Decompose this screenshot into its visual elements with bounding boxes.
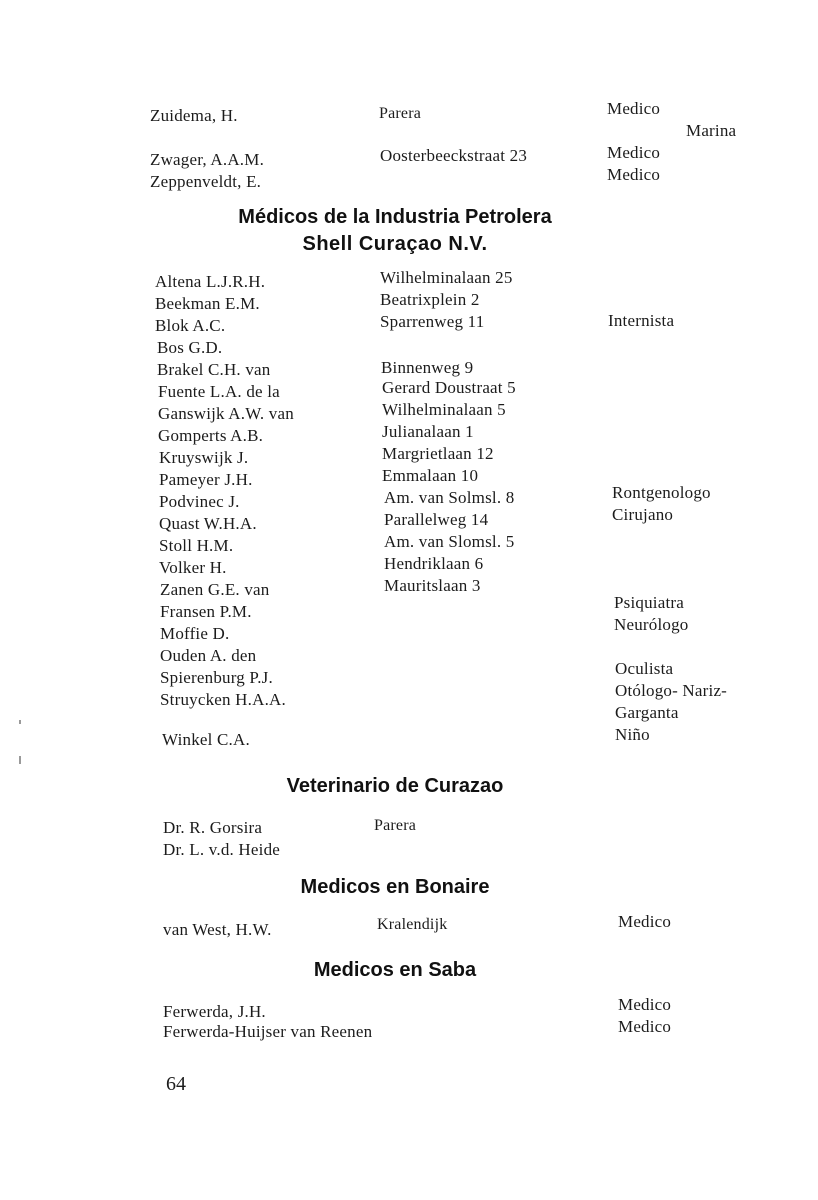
- doctor-name: Zwager, A.A.M.: [150, 150, 265, 169]
- saba-doctor-specialty: Medico: [618, 995, 672, 1014]
- doctor-address: Parera: [379, 105, 422, 122]
- shell-doctor-address: Binnenweg 9: [381, 358, 474, 377]
- shell-doctor-specialty: Oculista: [615, 659, 674, 678]
- shell-doctor-name: Struycken H.A.A.: [160, 690, 286, 709]
- section-heading: Medicos en Bonaire: [300, 876, 490, 898]
- shell-doctor-specialty: Niño: [615, 725, 650, 744]
- doctor-specialty-extra: Marina: [686, 121, 737, 140]
- section-heading: Médicos de la Industria Petrolera: [238, 206, 552, 228]
- shell-doctor-address: Sparrenweg 11: [380, 312, 485, 331]
- saba-doctor-specialty: Medico: [618, 1017, 672, 1036]
- shell-doctor-name: Spierenburg P.J.: [160, 668, 273, 687]
- shell-doctor-name: Fuente L.A. de la: [158, 382, 280, 401]
- shell-doctor-specialty: Cirujano: [612, 505, 674, 524]
- shell-doctor-address: Gerard Doustraat 5: [382, 378, 516, 397]
- shell-doctor-specialty: Neurólogo: [614, 615, 689, 634]
- shell-doctor-name: Ganswijk A.W. van: [158, 404, 294, 423]
- shell-doctor-specialty: Internista: [608, 311, 675, 330]
- shell-doctor-specialty: Psiquiatra: [614, 593, 684, 612]
- margin-mark: [19, 756, 21, 764]
- saba-doctor-name: Ferwerda-Huijser van Reenen: [163, 1022, 373, 1041]
- doctor-specialty: Medico: [607, 143, 661, 162]
- shell-doctor-address: Wilhelminalaan 25: [380, 268, 513, 287]
- shell-doctor-name: Gomperts A.B.: [158, 426, 264, 445]
- shell-doctor-name: Winkel C.A.: [162, 730, 250, 749]
- vet-name: Dr. R. Gorsira: [163, 818, 263, 837]
- margin-mark: [19, 720, 21, 724]
- doctor-address: Oosterbeeckstraat 23: [380, 146, 528, 165]
- shell-doctor-address: Parallelweg 14: [384, 510, 489, 529]
- shell-doctor-address: Hendriklaan 6: [384, 554, 484, 573]
- bonaire-doctor-address: Kralendijk: [377, 916, 448, 933]
- shell-doctor-address: Margrietlaan 12: [382, 444, 494, 463]
- shell-doctor-name: Zanen G.E. van: [160, 580, 270, 599]
- bonaire-doctor-specialty: Medico: [618, 912, 672, 931]
- doctor-specialty: Medico: [607, 99, 661, 118]
- section-heading: Veterinario de Curazao: [286, 775, 504, 797]
- vet-address: Parera: [374, 817, 417, 834]
- doctor-specialty: Medico: [607, 165, 661, 184]
- shell-doctor-name: Quast W.H.A.: [159, 514, 257, 533]
- shell-doctor-address: Wilhelminalaan 5: [382, 400, 506, 419]
- shell-doctor-name: Moffie D.: [160, 624, 230, 643]
- shell-doctor-name: Volker H.: [159, 558, 227, 577]
- shell-doctor-address: Mauritslaan 3: [384, 576, 481, 595]
- shell-doctor-address: Beatrixplein 2: [380, 290, 480, 309]
- shell-doctor-specialty: Garganta: [615, 703, 679, 722]
- doctor-name: Zeppenveldt, E.: [150, 172, 262, 191]
- shell-doctor-address: Am. van Solmsl. 8: [384, 488, 515, 507]
- shell-doctor-address: Emmalaan 10: [382, 466, 479, 485]
- shell-doctor-name: Fransen P.M.: [160, 602, 252, 621]
- shell-doctor-name: Podvinec J.: [159, 492, 240, 511]
- vet-name: Dr. L. v.d. Heide: [163, 840, 281, 859]
- shell-doctor-specialty: Otólogo- Nariz-: [615, 681, 728, 700]
- shell-doctor-address: Julianalaan 1: [382, 422, 474, 441]
- shell-doctor-name: Bos G.D.: [157, 338, 223, 357]
- shell-doctor-name: Ouden A. den: [160, 646, 257, 665]
- shell-doctor-name: Pameyer J.H.: [159, 470, 253, 489]
- shell-doctor-name: Kruyswijk J.: [159, 448, 249, 467]
- bonaire-doctor-name: van West, H.W.: [163, 920, 272, 939]
- shell-doctor-name: Blok A.C.: [155, 316, 226, 335]
- page-number: 64: [166, 1073, 186, 1095]
- shell-doctor-specialty: Rontgenologo: [612, 483, 711, 502]
- shell-doctor-name: Brakel C.H. van: [157, 360, 271, 379]
- shell-doctor-address: Am. van Slomsl. 5: [384, 532, 515, 551]
- shell-doctor-name: Stoll H.M.: [159, 536, 234, 555]
- shell-doctor-name: Beekman E.M.: [155, 294, 260, 313]
- saba-doctor-name: Ferwerda, J.H.: [163, 1002, 266, 1021]
- section-heading: Medicos en Saba: [313, 959, 477, 981]
- section-subheading: Shell Curaçao N.V.: [302, 233, 488, 255]
- doctor-name: Zuidema, H.: [150, 106, 238, 125]
- shell-doctor-name: Altena L.J.R.H.: [155, 272, 266, 291]
